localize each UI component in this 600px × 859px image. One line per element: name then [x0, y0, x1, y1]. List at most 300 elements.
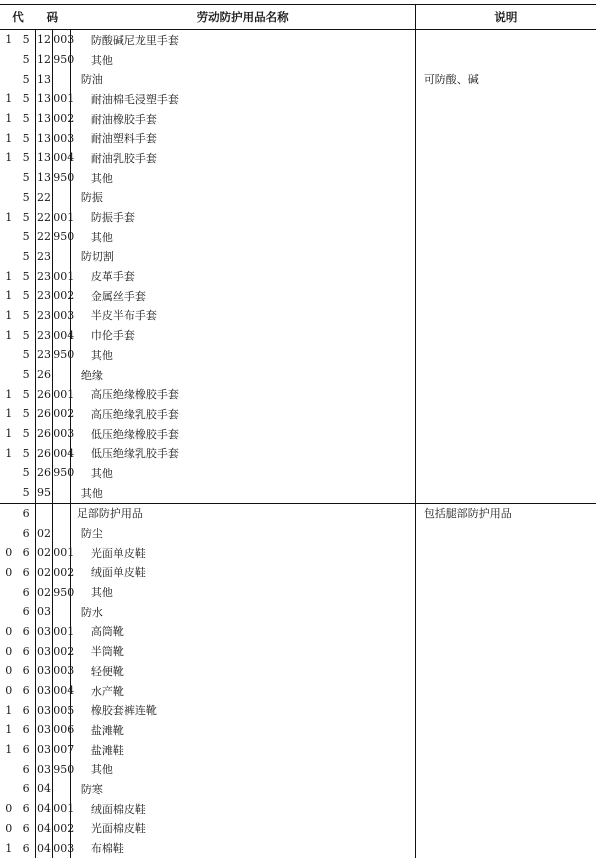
- item-note-cell: [415, 523, 596, 543]
- code-digit-3-cell: 03: [35, 602, 53, 622]
- table-row: [0, 700, 596, 720]
- code-digit-3-cell: 03: [35, 720, 53, 740]
- table-row: [0, 109, 596, 129]
- name-column-header: 劳动防护用品名称: [70, 5, 415, 30]
- code-digit-3-cell: [35, 503, 53, 523]
- item-note-cell: [415, 543, 596, 563]
- code-digit-4-cell: 950: [53, 168, 71, 188]
- code-digit-1-cell: [0, 50, 18, 70]
- code-column-header: 代 码: [0, 5, 70, 30]
- item-name-cell: 绒面单皮鞋: [70, 563, 415, 583]
- code-digit-2-cell: 5: [18, 188, 36, 208]
- code-digit-1-cell: [0, 365, 18, 385]
- item-name-cell: 防寒: [70, 779, 415, 799]
- code-digit-1-cell: 1: [5, 743, 13, 757]
- item-note-cell: [415, 838, 596, 858]
- item-name-cell: 高筒靴: [70, 622, 415, 642]
- code-digit-4-cell: 001: [53, 384, 71, 404]
- code-digit-2-cell: 6: [18, 523, 36, 543]
- code-digit-2-cell: 5: [18, 128, 36, 148]
- code-digit-1-cell: [0, 188, 18, 208]
- item-name-cell: 橡胶套裤连靴: [70, 700, 415, 720]
- code-digit-2-cell: 5: [18, 384, 36, 404]
- table-row: [0, 207, 596, 227]
- item-name-cell: 半皮半布手套: [70, 306, 415, 326]
- code-digit-3-cell: 03: [35, 622, 53, 642]
- table-row: [0, 325, 596, 345]
- item-name-cell: 防振: [70, 188, 415, 208]
- code-digit-3-cell: 13: [35, 168, 53, 188]
- item-note-cell: 包括腿部防护用品: [415, 503, 596, 523]
- item-name-cell: 防尘: [70, 523, 415, 543]
- code-digit-3-cell: 12: [35, 30, 53, 50]
- code-digit-3-cell: 26: [35, 424, 53, 444]
- item-note-cell: [415, 286, 596, 306]
- item-name-cell: 防振手套: [70, 207, 415, 227]
- item-name-cell: 防水: [70, 602, 415, 622]
- table-row: [0, 563, 596, 583]
- code-digit-4-cell: 004: [53, 148, 71, 168]
- item-note-cell: [415, 247, 596, 267]
- code-digit-4-cell: 002: [53, 641, 71, 661]
- code-digit-4-cell: 004: [53, 681, 71, 701]
- code-digit-1-cell: 1: [5, 210, 13, 224]
- code-digit-3-cell: 04: [35, 819, 53, 839]
- item-name-cell: 耐油橡胶手套: [70, 109, 415, 129]
- code-digit-3-cell: 23: [35, 345, 53, 365]
- code-digit-1-cell: 0: [5, 546, 13, 560]
- code-digit-4-cell: 001: [53, 89, 71, 109]
- table-row: [0, 286, 596, 306]
- code-digit-2-cell: 5: [18, 50, 36, 70]
- code-digit-1-cell: 0: [5, 644, 13, 658]
- code-digit-1-cell: 1: [5, 112, 13, 126]
- item-note-cell: [415, 384, 596, 404]
- item-note-cell: [415, 483, 596, 503]
- item-name-cell: 半筒靴: [70, 641, 415, 661]
- code-digit-4-cell: 003: [53, 424, 71, 444]
- table-row: [0, 69, 596, 89]
- table-row: [0, 799, 596, 819]
- code-digit-2-cell: 6: [18, 740, 36, 760]
- item-name-cell: 足部防护用品: [70, 503, 415, 523]
- table-row: [0, 463, 596, 483]
- code-digit-4-cell: 002: [53, 563, 71, 583]
- header-row: [0, 5, 596, 30]
- code-digit-4-cell: 003: [53, 128, 71, 148]
- item-note-cell: [415, 443, 596, 463]
- code-digit-4-cell: 004: [53, 443, 71, 463]
- item-note-cell: [415, 759, 596, 779]
- item-name-cell: 防油: [70, 69, 415, 89]
- code-digit-3-cell: 22: [35, 207, 53, 227]
- table-row: [0, 543, 596, 563]
- table-row: [0, 661, 596, 681]
- item-name-cell: 绒面棉皮鞋: [70, 799, 415, 819]
- code-digit-2-cell: 6: [18, 720, 36, 740]
- item-name-cell: 皮革手套: [70, 266, 415, 286]
- table-row: [0, 247, 596, 267]
- table-row: [0, 720, 596, 740]
- code-digit-2-cell: 6: [18, 661, 36, 681]
- code-digit-3-cell: 22: [35, 227, 53, 247]
- item-note-cell: [415, 681, 596, 701]
- code-digit-3-cell: 02: [35, 563, 53, 583]
- code-digit-3-cell: 02: [35, 543, 53, 563]
- item-note-cell: [415, 463, 596, 483]
- table-row: [0, 681, 596, 701]
- code-digit-2-cell: 5: [18, 424, 36, 444]
- item-name-cell: 巾伦手套: [70, 325, 415, 345]
- code-digit-4-cell: 003: [53, 30, 71, 50]
- code-digit-1-cell: 1: [5, 269, 13, 283]
- code-digit-4-cell: 001: [53, 622, 71, 642]
- item-note-cell: [415, 563, 596, 583]
- code-digit-1-cell: [0, 227, 18, 247]
- item-note-cell: [415, 266, 596, 286]
- code-digit-3-cell: 02: [35, 582, 53, 602]
- item-name-cell: 水产靴: [70, 681, 415, 701]
- item-note-cell: [415, 819, 596, 839]
- code-digit-1-cell: [0, 463, 18, 483]
- item-name-cell: 其他: [70, 759, 415, 779]
- code-digit-1-cell: [0, 483, 18, 503]
- code-digit-4-cell: [53, 523, 71, 543]
- code-digit-4-cell: 002: [53, 286, 71, 306]
- item-name-cell: 高压绝缘乳胶手套: [70, 404, 415, 424]
- item-note-cell: [415, 720, 596, 740]
- code-digit-2-cell: 5: [18, 306, 36, 326]
- code-digit-1-cell: [0, 345, 18, 365]
- item-note-cell: [415, 50, 596, 70]
- table-row: [0, 365, 596, 385]
- table-row: [0, 128, 596, 148]
- item-name-cell: 耐油塑料手套: [70, 128, 415, 148]
- code-digit-2-cell: 5: [18, 207, 36, 227]
- note-column-header: 说明: [415, 5, 596, 30]
- code-digit-2-cell: 5: [18, 404, 36, 424]
- item-note-cell: [415, 325, 596, 345]
- code-digit-3-cell: 95: [35, 483, 53, 503]
- item-note-cell: [415, 306, 596, 326]
- code-digit-2-cell: 6: [18, 779, 36, 799]
- table-row: [0, 740, 596, 760]
- item-name-cell: 其他: [70, 50, 415, 70]
- item-name-cell: 高压绝缘橡胶手套: [70, 384, 415, 404]
- table-row: [0, 404, 596, 424]
- code-digit-1-cell: 1: [5, 387, 13, 401]
- code-digit-3-cell: 13: [35, 148, 53, 168]
- code-digit-2-cell: 6: [18, 700, 36, 720]
- item-name-cell: 其他: [70, 168, 415, 188]
- code-digit-3-cell: 03: [35, 700, 53, 720]
- item-note-cell: 可防酸、碱: [423, 73, 479, 87]
- code-digit-3-cell: 13: [35, 128, 53, 148]
- code-digit-3-cell: 23: [35, 325, 53, 345]
- code-digit-4-cell: 005: [53, 700, 71, 720]
- code-digit-1-cell: [0, 523, 18, 543]
- code-digit-2-cell: 5: [18, 286, 36, 306]
- table-row: [0, 188, 596, 208]
- item-note-cell: [415, 582, 596, 602]
- code-digit-1-cell: [0, 503, 18, 523]
- item-name-cell: 其他: [70, 227, 415, 247]
- item-note-cell: [415, 700, 596, 720]
- item-name-cell: 光面棉皮鞋: [70, 819, 415, 839]
- code-digit-2-cell: 5: [18, 247, 36, 267]
- table-row: [0, 227, 596, 247]
- item-note-cell: [415, 188, 596, 208]
- table-row: [0, 819, 596, 839]
- code-digit-4-cell: 001: [53, 266, 71, 286]
- item-note-cell: [415, 168, 596, 188]
- code-digit-1-cell: 1: [5, 703, 13, 717]
- item-note-cell: [415, 799, 596, 819]
- item-name-cell: 其他: [70, 483, 415, 503]
- code-digit-2-cell: 5: [18, 365, 36, 385]
- item-name-cell: 轻便靴: [70, 661, 415, 681]
- code-digit-1-cell: 0: [5, 624, 13, 638]
- code-digit-2-cell: 6: [18, 838, 36, 858]
- table-header: [0, 5, 596, 30]
- code-digit-2-cell: 6: [18, 819, 36, 839]
- code-digit-2-cell: 5: [18, 109, 36, 129]
- code-digit-2-cell: 6: [18, 681, 36, 701]
- item-name-cell: 绝缘: [70, 365, 415, 385]
- code-digit-4-cell: 950: [53, 463, 71, 483]
- item-name-cell: 布棉鞋: [70, 838, 415, 858]
- code-digit-2-cell: 6: [18, 563, 36, 583]
- code-digit-1-cell: 1: [5, 33, 13, 47]
- item-name-cell: 防切割: [70, 247, 415, 267]
- item-note-cell: [415, 365, 596, 385]
- code-digit-2-cell: 5: [18, 266, 36, 286]
- code-digit-3-cell: 03: [35, 759, 53, 779]
- code-digit-4-cell: [53, 483, 71, 503]
- code-digit-1-cell: [0, 582, 18, 602]
- code-digit-2-cell: 6: [18, 799, 36, 819]
- code-digit-2-cell: 5: [18, 89, 36, 109]
- code-digit-3-cell: 03: [35, 681, 53, 701]
- table-row: [0, 602, 596, 622]
- item-note-cell: [415, 424, 596, 444]
- code-digit-2-cell: 6: [18, 622, 36, 642]
- table-body: [0, 30, 596, 858]
- code-digit-4-cell: 003: [53, 838, 71, 858]
- code-digit-3-cell: 22: [35, 188, 53, 208]
- code-digit-3-cell: 04: [35, 838, 53, 858]
- code-digit-3-cell: 23: [35, 286, 53, 306]
- code-digit-4-cell: 001: [53, 207, 71, 227]
- code-digit-4-cell: 950: [53, 227, 71, 247]
- code-digit-1-cell: 1: [5, 151, 13, 165]
- item-name-cell: 光面单皮鞋: [70, 543, 415, 563]
- code-digit-4-cell: 003: [53, 306, 71, 326]
- table-row: [0, 345, 596, 365]
- item-name-cell: 防酸碱尼龙里手套: [70, 30, 415, 50]
- table-row: [0, 622, 596, 642]
- item-note-cell: [415, 602, 596, 622]
- code-digit-2-cell: 5: [18, 168, 36, 188]
- code-digit-2-cell: 6: [18, 759, 36, 779]
- item-note-cell: [415, 89, 596, 109]
- code-digit-3-cell: 13: [35, 69, 53, 89]
- code-digit-1-cell: 1: [5, 289, 13, 303]
- item-name-cell: 低压绝缘橡胶手套: [70, 424, 415, 444]
- code-digit-1-cell: [0, 779, 18, 799]
- item-note-cell: [415, 148, 596, 168]
- code-digit-2-cell: 5: [18, 227, 36, 247]
- table-row: [0, 424, 596, 444]
- code-digit-1-cell: 1: [5, 723, 13, 737]
- code-digit-4-cell: 950: [53, 582, 71, 602]
- code-digit-4-cell: [53, 188, 71, 208]
- item-note-cell: [415, 404, 596, 424]
- code-digit-1-cell: 0: [5, 802, 13, 816]
- code-digit-3-cell: 26: [35, 463, 53, 483]
- code-digit-3-cell: 04: [35, 799, 53, 819]
- code-digit-4-cell: 002: [53, 404, 71, 424]
- table-row: [0, 89, 596, 109]
- table-row: [0, 779, 596, 799]
- code-digit-4-cell: 002: [53, 819, 71, 839]
- table-row: [0, 148, 596, 168]
- code-digit-4-cell: 007: [53, 740, 71, 760]
- code-digit-4-cell: [53, 779, 71, 799]
- code-digit-3-cell: 02: [35, 523, 53, 543]
- code-digit-4-cell: 950: [53, 345, 71, 365]
- code-digit-3-cell: 13: [35, 109, 53, 129]
- table-row: [0, 443, 596, 463]
- item-name-cell: 耐油乳胶手套: [70, 148, 415, 168]
- item-name-cell: 低压绝缘乳胶手套: [70, 443, 415, 463]
- code-digit-2-cell: 5: [18, 345, 36, 365]
- item-note-cell: [415, 30, 596, 50]
- code-digit-3-cell: 23: [35, 306, 53, 326]
- code-digit-4-cell: 004: [53, 325, 71, 345]
- code-digit-4-cell: [53, 247, 71, 267]
- code-digit-1-cell: 1: [5, 131, 13, 145]
- ppe-code-table: [0, 4, 596, 858]
- item-name-cell: 其他: [70, 582, 415, 602]
- item-note-cell: [415, 661, 596, 681]
- item-name-cell: 金属丝手套: [70, 286, 415, 306]
- code-digit-3-cell: 26: [35, 404, 53, 424]
- code-digit-1-cell: [0, 168, 18, 188]
- code-digit-1-cell: [0, 602, 18, 622]
- table-row: [0, 838, 596, 858]
- code-digit-2-cell: 5: [18, 69, 36, 89]
- code-digit-1-cell: 0: [5, 684, 13, 698]
- item-note-cell: [415, 345, 596, 365]
- code-digit-4-cell: 001: [53, 799, 71, 819]
- table-row: [0, 523, 596, 543]
- code-digit-3-cell: 13: [35, 89, 53, 109]
- code-digit-1-cell: 1: [5, 841, 13, 855]
- table-row: [0, 503, 596, 523]
- code-digit-1-cell: 0: [5, 664, 13, 678]
- code-digit-1-cell: 0: [5, 821, 13, 835]
- code-digit-3-cell: 12: [35, 50, 53, 70]
- code-digit-3-cell: 03: [35, 740, 53, 760]
- item-name-cell: 盐滩鞋: [70, 740, 415, 760]
- code-digit-1-cell: [0, 247, 18, 267]
- table-row: [0, 30, 596, 50]
- item-note-cell: [415, 109, 596, 129]
- item-note-cell: [415, 641, 596, 661]
- code-digit-2-cell: 5: [18, 325, 36, 345]
- code-digit-3-cell: 03: [35, 641, 53, 661]
- table-row: [0, 168, 596, 188]
- code-digit-4-cell: 950: [53, 50, 71, 70]
- code-digit-2-cell: 6: [18, 641, 36, 661]
- item-name-cell: 耐油棉毛浸塑手套: [70, 89, 415, 109]
- code-digit-3-cell: 23: [35, 247, 53, 267]
- table-row: [0, 759, 596, 779]
- code-digit-2-cell: 5: [18, 30, 36, 50]
- code-digit-3-cell: 03: [35, 661, 53, 681]
- table-row: [0, 266, 596, 286]
- code-digit-1-cell: 1: [5, 446, 13, 460]
- table-row: [0, 483, 596, 503]
- item-note-cell: [415, 207, 596, 227]
- item-name-cell: 盐滩靴: [70, 720, 415, 740]
- code-digit-3-cell: 26: [35, 365, 53, 385]
- code-digit-4-cell: 003: [53, 661, 71, 681]
- code-digit-1-cell: [0, 69, 18, 89]
- code-digit-3-cell: 23: [35, 266, 53, 286]
- code-digit-2-cell: 5: [18, 443, 36, 463]
- code-digit-4-cell: 006: [53, 720, 71, 740]
- table-row: [0, 306, 596, 326]
- code-digit-1-cell: [0, 759, 18, 779]
- code-digit-3-cell: 26: [35, 384, 53, 404]
- code-digit-4-cell: [53, 602, 71, 622]
- code-digit-2-cell: 6: [18, 543, 36, 563]
- code-digit-4-cell: [53, 503, 71, 523]
- item-note-cell: [415, 622, 596, 642]
- code-digit-3-cell: 04: [35, 779, 53, 799]
- code-digit-1-cell: 1: [5, 308, 13, 322]
- table-row: [0, 384, 596, 404]
- table-row: [0, 582, 596, 602]
- code-digit-2-cell: 6: [18, 582, 36, 602]
- table-row: [0, 50, 596, 70]
- code-digit-2-cell: 5: [18, 463, 36, 483]
- code-digit-3-cell: 26: [35, 443, 53, 463]
- code-digit-2-cell: 6: [18, 503, 36, 523]
- item-note-cell: [415, 779, 596, 799]
- code-digit-1-cell: 1: [5, 328, 13, 342]
- table-row: [0, 641, 596, 661]
- code-digit-1-cell: 1: [5, 427, 13, 441]
- code-digit-4-cell: 001: [53, 543, 71, 563]
- code-digit-2-cell: 6: [18, 602, 36, 622]
- item-note-cell: [415, 740, 596, 760]
- code-digit-4-cell: 950: [53, 759, 71, 779]
- item-note-cell: [415, 128, 596, 148]
- code-digit-4-cell: 002: [53, 109, 71, 129]
- code-digit-2-cell: 5: [18, 148, 36, 168]
- code-digit-4-cell: [53, 69, 71, 89]
- code-digit-2-cell: 5: [18, 483, 36, 503]
- item-name-cell: 其他: [70, 345, 415, 365]
- item-note-cell: [415, 227, 596, 247]
- code-digit-1-cell: 1: [5, 407, 13, 421]
- item-name-cell: 其他: [70, 463, 415, 483]
- code-digit-1-cell: 1: [5, 92, 13, 106]
- code-digit-4-cell: [53, 365, 71, 385]
